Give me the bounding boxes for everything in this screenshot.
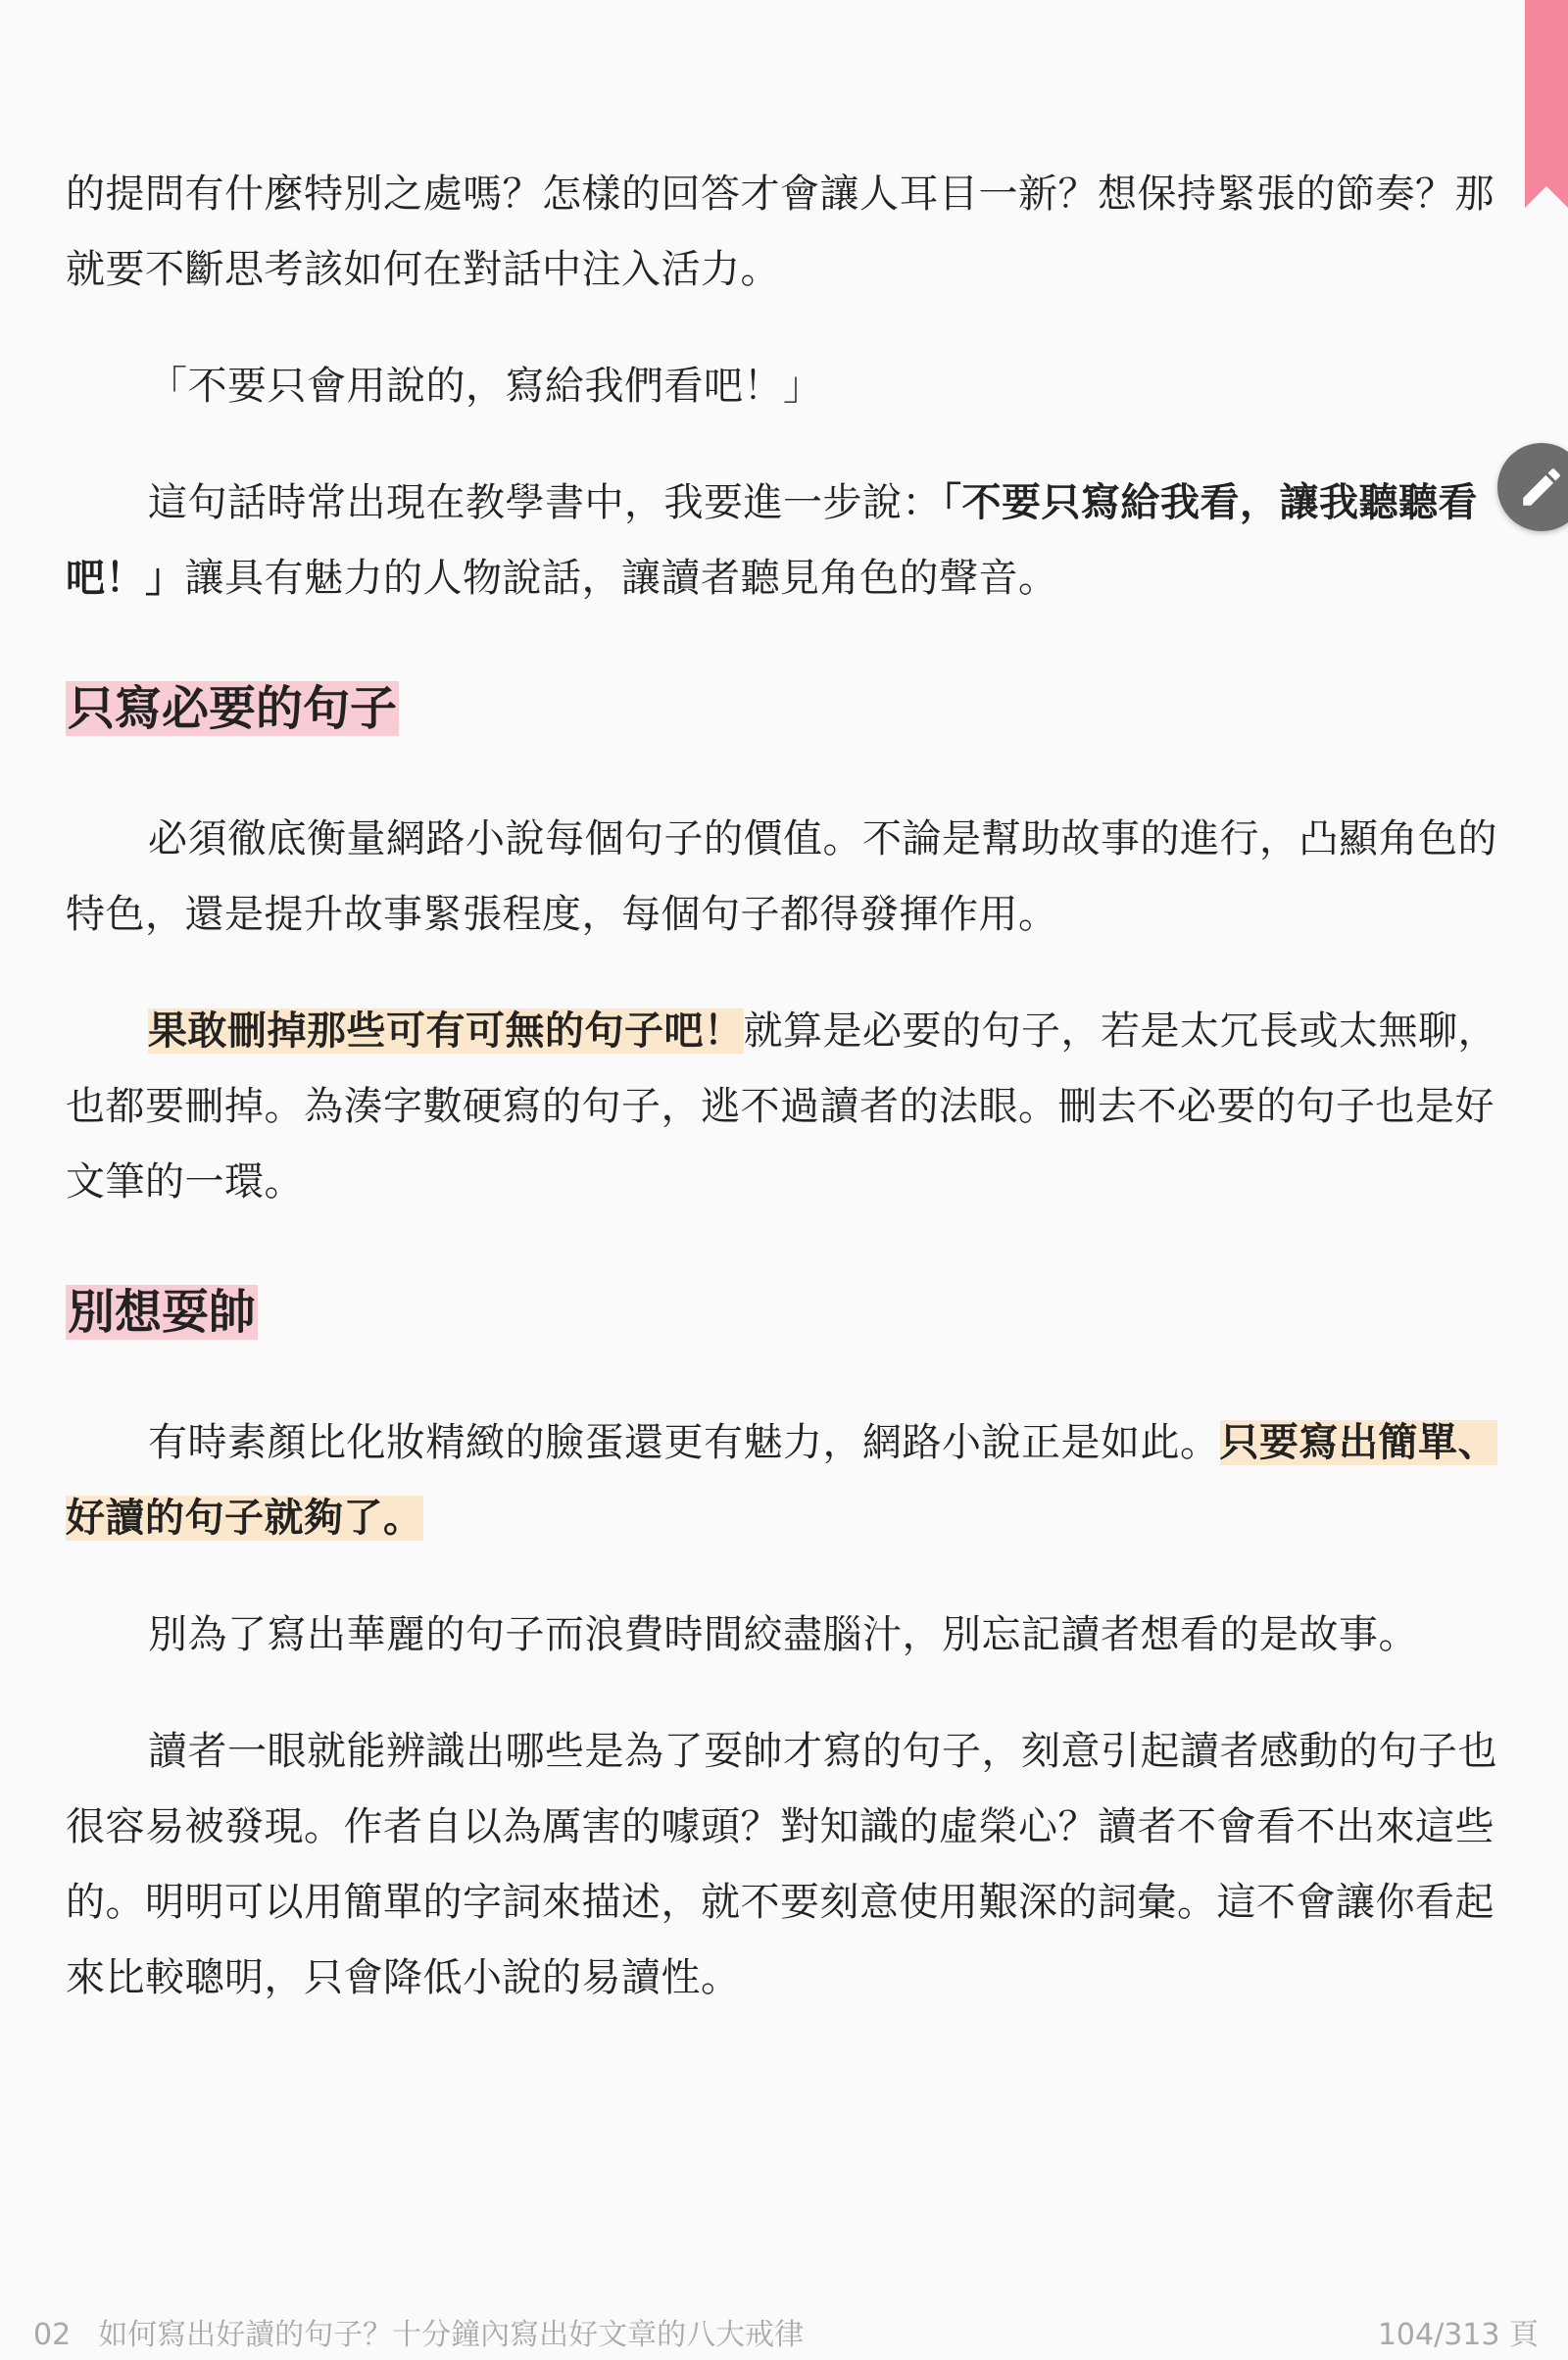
section-heading-text: 只寫必要的句子: [68, 681, 398, 736]
highlighted-text: 只要寫出簡單、好讀的句子就夠了。: [66, 1420, 1497, 1541]
chapter-number: 02: [33, 2318, 72, 2352]
edit-button[interactable]: [1497, 443, 1568, 531]
paragraph: [66, 994, 1504, 1220]
page-indicator: 104/313 頁: [1377, 2318, 1539, 2352]
quote-paragraph: 「不要只會用說的，寫給我們看吧！」: [148, 364, 823, 409]
highlighted-text: 果敢刪掉那些可有可無的句子吧！: [148, 1008, 744, 1054]
paragraph: 別為了寫出華麗的句子而浪費時間絞盡腦汁，別忘記讀者想看的是故事。: [148, 1612, 1418, 1657]
bookmark-icon[interactable]: [1525, 0, 1568, 208]
paragraph-text: 這句話時常出現在教學書中，我要進一步說：: [148, 480, 942, 525]
paragraph-text: 有時素顏比化妝精緻的臉蛋還更有魅力，網路小說正是如此。: [148, 1420, 1220, 1465]
paragraph: 必須徹底衡量網路小說每個句子的價值。不論是幫助故事的進行，凸顯角色的特色，還是提升故事緊張程度，每個句子都得發揮作用。: [66, 816, 1497, 937]
page-footer: [33, 2311, 1539, 2360]
paragraph: [66, 1405, 1504, 1556]
section-heading: [66, 1275, 1504, 1351]
chapter-title: 如何寫出好讀的句子？十分鐘內寫出好文章的八大戒律: [98, 2318, 805, 2352]
paragraph-text: 讓具有魅力的人物說話，讓讀者聽見角色的聲音。: [184, 556, 1058, 601]
paragraph-text: 就算是必要的句子，若是太冗長或太無聊，也都要刪掉。為湊字數硬寫的句子，逃不過讀者的法眼。刪去不必要的句子也是好文筆的一環。: [66, 1008, 1497, 1205]
bold-quote: 「不要只寫給我看，讓我聽聽看吧！」: [66, 480, 1478, 601]
section-heading: [66, 671, 1504, 747]
pencil-icon: [1517, 463, 1566, 512]
paragraph: 的提問有什麼特別之處嗎？怎樣的回答才會讓人耳目一新？想保持緊張的節奏？那就要不斷思考該如何在對話中注入活力。: [66, 172, 1494, 292]
paragraph: [66, 466, 1504, 616]
paragraph: 讀者一眼就能辨識出哪些是為了耍帥才寫的句子，刻意引起讀者感動的句子也很容易被發現。作者自以為厲害的噱頭？對知識的虛榮心？讀者不會看不出來這些的。明明可以用簡單的字詞來描述，就不要刻意使用艱深的詞彙。這不會讓你看起來比較聰明，只會降低小說的易讀性。: [66, 1729, 1497, 2000]
reading-page: [66, 157, 1504, 2016]
section-heading-text: 別想耍帥: [68, 1285, 257, 1340]
